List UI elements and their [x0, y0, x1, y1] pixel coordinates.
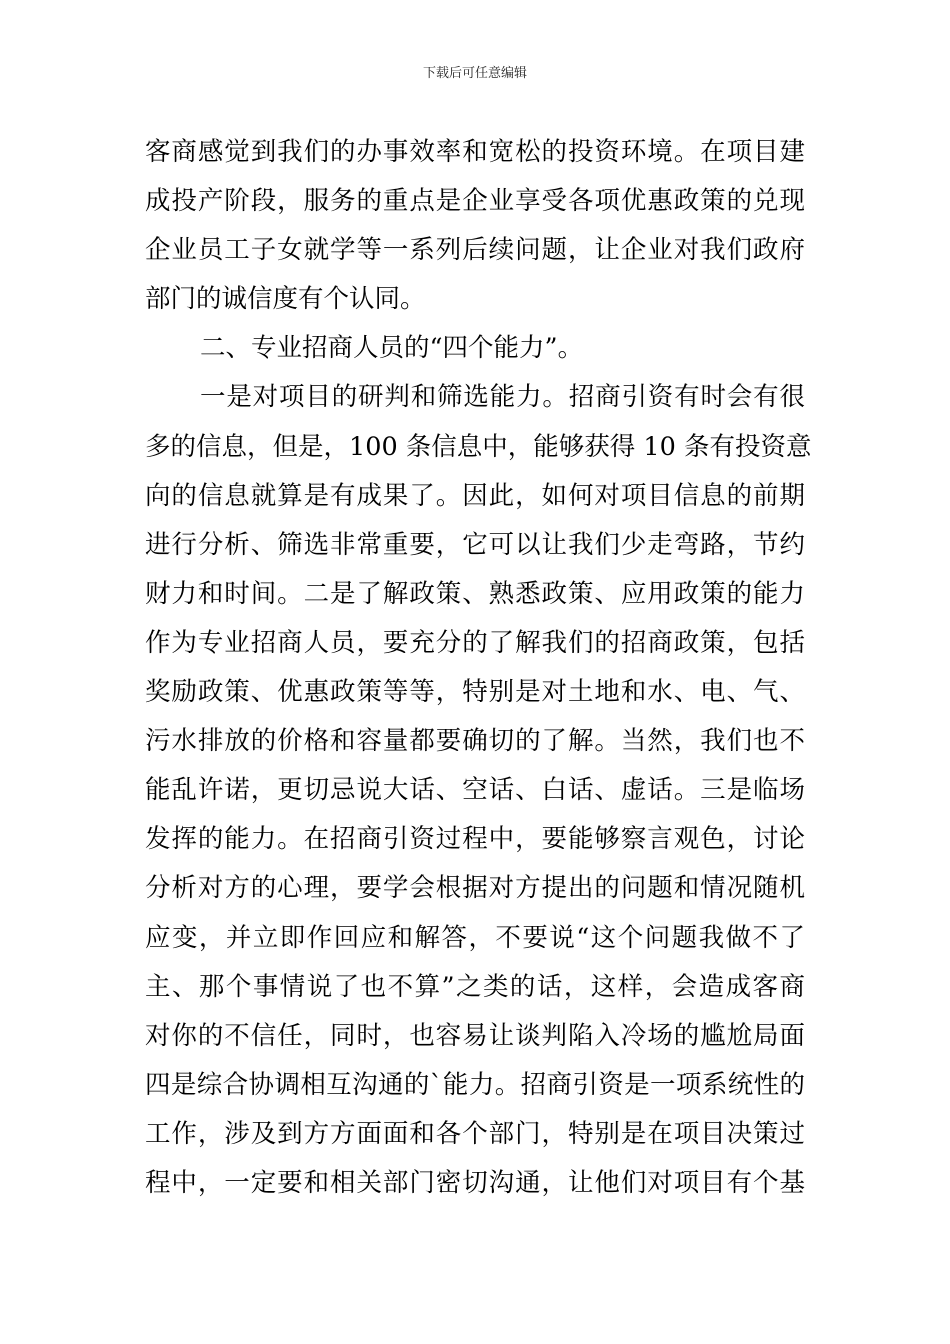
text-line: 企业员工子女就学等一系列后续问题，让企业对我们政府	[145, 235, 805, 266]
text-line: 程中，一定要和相关部门密切沟通，让他们对项目有个基	[145, 1167, 805, 1198]
text-line: 四是综合协调相互沟通的`能力。招商引资是一项系统性的	[145, 1069, 805, 1100]
text-line: 二、专业招商人员的“四个能力”。	[200, 333, 584, 364]
text-line: 财力和时间。二是了解政策、熟悉政策、应用政策的能力	[145, 578, 805, 609]
text-line: 多的信息，但是，100 条信息中，能够获得 10 条有投资意	[145, 431, 812, 462]
text-line: 工作，涉及到方方面面和各个部门，特别是在项目决策过	[145, 1118, 805, 1149]
text-line: 能乱许诺，更切忌说大话、空话、白话、虚话。三是临场	[145, 775, 805, 806]
page-header: 下载后可任意编辑	[422, 66, 527, 81]
document-body	[145, 128, 812, 1208]
text-line: 发挥的能力。在招商引资过程中，要能够察言观色，讨论	[145, 824, 805, 855]
text-line: 奖励政策、优惠政策等等，特别是对土地和水、电、气、	[145, 677, 805, 708]
text-line: 对你的不信任，同时，也容易让谈判陷入冷场的尴尬局面	[145, 1020, 805, 1051]
text-line: 一是对项目的研判和筛选能力。招商引资有时会有很	[200, 382, 805, 413]
text-line: 部门的诚信度有个认同。	[145, 284, 426, 315]
text-line: 客商感觉到我们的办事效率和宽松的投资环境。在项目建	[145, 137, 805, 167]
text-line: 分析对方的心理，要学会根据对方提出的问题和情况随机	[145, 873, 805, 904]
text-line: 向的信息就算是有成果了。因此，如何对项目信息的前期	[145, 480, 805, 511]
text-line: 主、那个事情说了也不算”之类的话，这样，会造成客商	[145, 971, 805, 1002]
text-line: 污水排放的价格和容量都要确切的了解。当然，我们也不	[145, 726, 805, 757]
text-line: 进行分析、筛选非常重要，它可以让我们少走弯路，节约	[145, 529, 805, 560]
text-line: 应变，并立即作回应和解答，不要说“这个问题我做不了	[145, 922, 805, 953]
text-line: 成投产阶段，服务的重点是企业享受各项优惠政策的兑现	[145, 186, 805, 217]
text-line: 作为专业招商人员，要充分的了解我们的招商政策，包括	[145, 627, 805, 658]
